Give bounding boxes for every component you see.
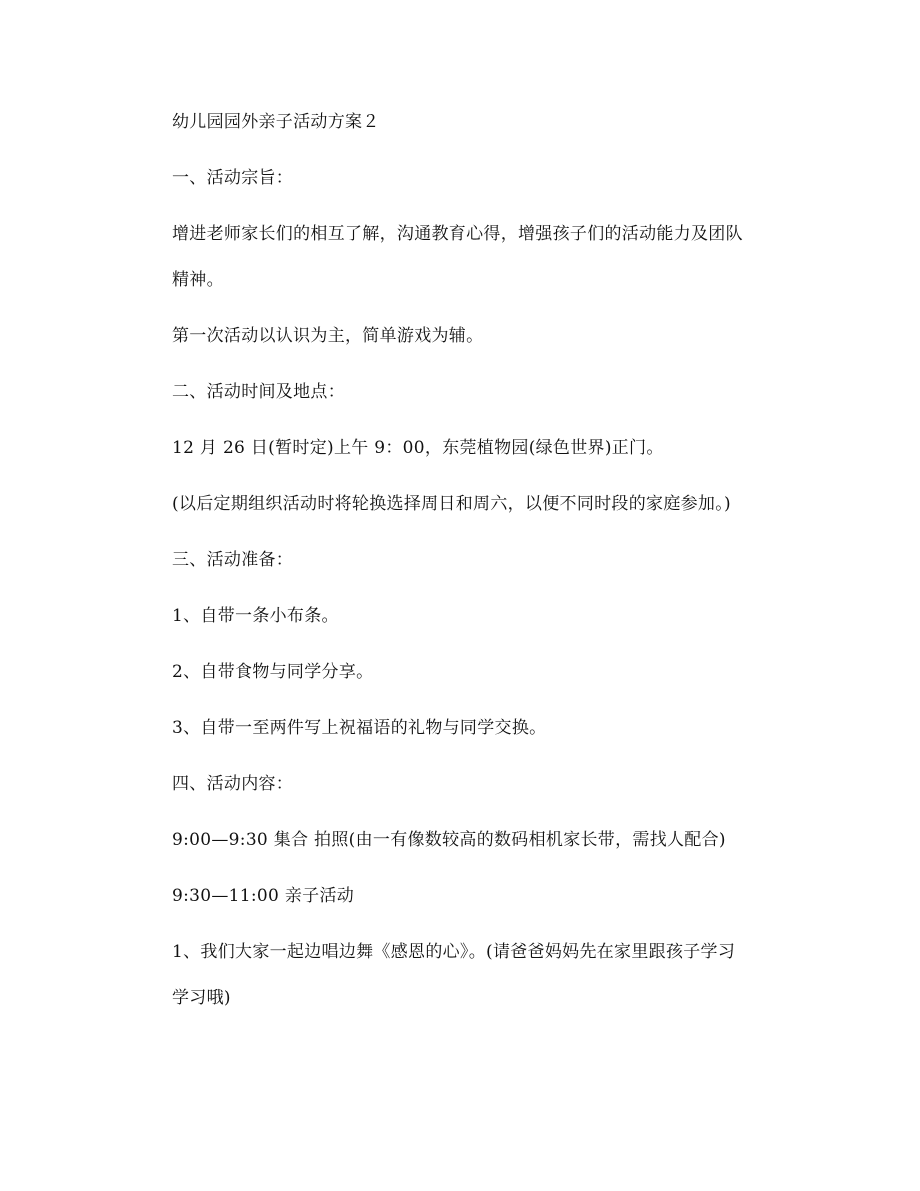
prep-heading: 三、活动准备： — [172, 550, 294, 570]
schedule-item-2: 9:30—11:00 亲子活动 — [172, 886, 355, 906]
time-place-heading: 二、活动时间及地点： — [172, 382, 345, 402]
first-activity-text: 第一次活动以认识为主，简单游戏为辅。 — [172, 326, 484, 346]
rotation-note: (以后定期组织活动时将轮换选择周日和周六，以便不同时段的家庭参加。) — [172, 494, 731, 514]
activity-1-line-2: 学习哦) — [172, 988, 231, 1008]
content-heading: 四、活动内容： — [172, 774, 294, 794]
purpose-heading: 一、活动宗旨： — [172, 168, 294, 188]
schedule-item-1: 9:00—9:30 集合 拍照(由一有像数较高的数码相机家长带，需找人配合) — [172, 830, 726, 850]
prep-item-1: 1、自带一条小布条。 — [172, 606, 339, 626]
purpose-text-line-1: 增进老师家长们的相互了解，沟通教育心得，增强孩子们的活动能力及团队 — [172, 224, 743, 244]
document-title: 幼儿园园外亲子活动方案２ — [172, 112, 380, 132]
prep-item-3: 3、自带一至两件写上祝福语的礼物与同学交换。 — [172, 718, 547, 738]
prep-item-2: 2、自带食物与同学分享。 — [172, 662, 374, 682]
time-place-text: 12 月 26 日(暂时定)上午 9：00，东莞植物园(绿色世界)正门。 — [172, 438, 664, 458]
purpose-text-line-2: 精神。 — [172, 270, 224, 290]
activity-1-line-1: 1、我们大家一起边唱边舞《感恩的心》。(请爸爸妈妈先在家里跟孩子学习 — [172, 942, 736, 962]
